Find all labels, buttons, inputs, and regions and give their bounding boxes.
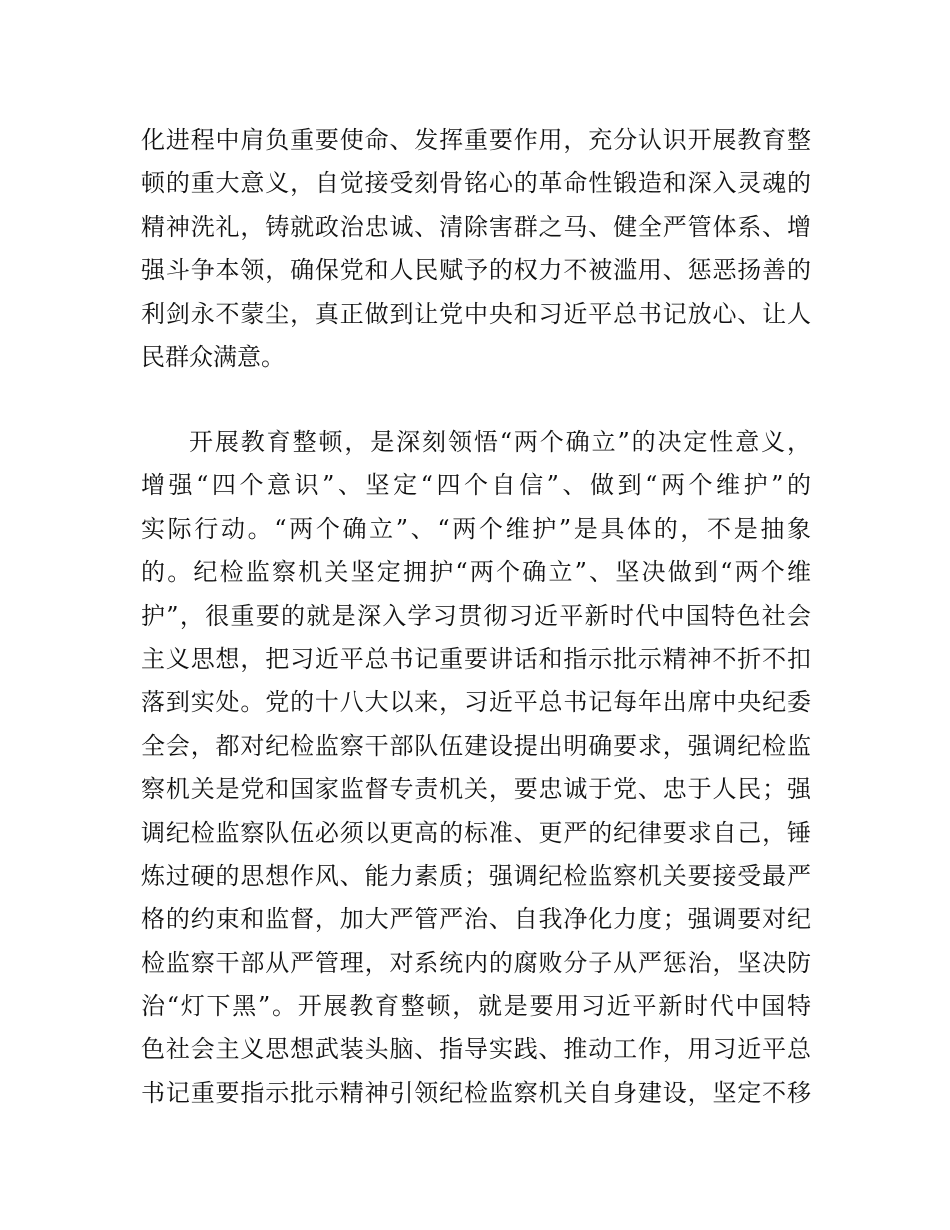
text-line: 利剑永不蒙尘，真正做到让党中央和习近平总书记放心、让人 bbox=[141, 299, 811, 328]
text-line: 主义思想，把习近平总书记重要讲话和指示批示精神不折不扣 bbox=[141, 644, 811, 673]
text-line: 增强“四个意识”、坚定“四个自信”、做到“两个维护”的 bbox=[141, 471, 811, 500]
text-line: 民群众满意。 bbox=[141, 342, 285, 371]
text-line: 炼过硬的思想作风、能力素质；强调纪检监察机关要接受最严 bbox=[141, 861, 811, 890]
paragraph-2 bbox=[141, 421, 811, 1115]
text-line: 全会，都对纪检监察干部队伍建设提出明确要求，强调纪检监 bbox=[141, 731, 811, 760]
text-line: 调纪检监察队伍必须以更高的标准、更严的纪律要求自己，锤 bbox=[141, 818, 811, 847]
text-line: 实际行动。“两个确立”、“两个维护”是具体的，不是抽象 bbox=[141, 514, 811, 543]
text-line: 落到实处。党的十八大以来，习近平总书记每年出席中央纪委 bbox=[141, 688, 811, 717]
text-line: 治“灯下黑”。开展教育整顿，就是要用习近平新时代中国特 bbox=[141, 992, 811, 1021]
text-line: 化进程中肩负重要使命、发挥重要作用，充分认识开展教育整 bbox=[141, 126, 811, 154]
text-line: 强斗争本领，确保党和人民赋予的权力不被滥用、惩恶扬善的 bbox=[141, 256, 811, 285]
text-line: 书记重要指示批示精神引领纪检监察机关自身建设，坚定不移 bbox=[141, 1078, 811, 1107]
text-line: 察机关是党和国家监督专责机关，要忠诚于党、忠于人民；强 bbox=[141, 775, 811, 804]
text-line: 的。纪检监察机关坚定拥护“两个确立”、坚决做到“两个维 bbox=[141, 558, 811, 587]
paragraph-1 bbox=[141, 119, 811, 379]
text-line: 色社会主义思想武装头脑、指导实践、推动工作，用习近平总 bbox=[141, 1035, 811, 1064]
text-line: 格的约束和监督，加大严管严治、自我净化力度；强调要对纪 bbox=[141, 905, 811, 934]
text-line: 检监察干部从严管理，对系统内的腐败分子从严惩治，坚决防 bbox=[141, 948, 811, 977]
text-line: 顿的重大意义，自觉接受刻骨铭心的革命性锻造和深入灵魂的 bbox=[141, 169, 811, 198]
text-line: 护”，很重要的就是深入学习贯彻习近平新时代中国特色社会 bbox=[141, 601, 811, 630]
text-line: 精神洗礼，铸就政治忠诚、清除害群之马、健全严管体系、增 bbox=[141, 212, 811, 241]
text-line: 开展教育整顿，是深刻领悟“两个确立”的决定性意义， bbox=[189, 428, 811, 456]
